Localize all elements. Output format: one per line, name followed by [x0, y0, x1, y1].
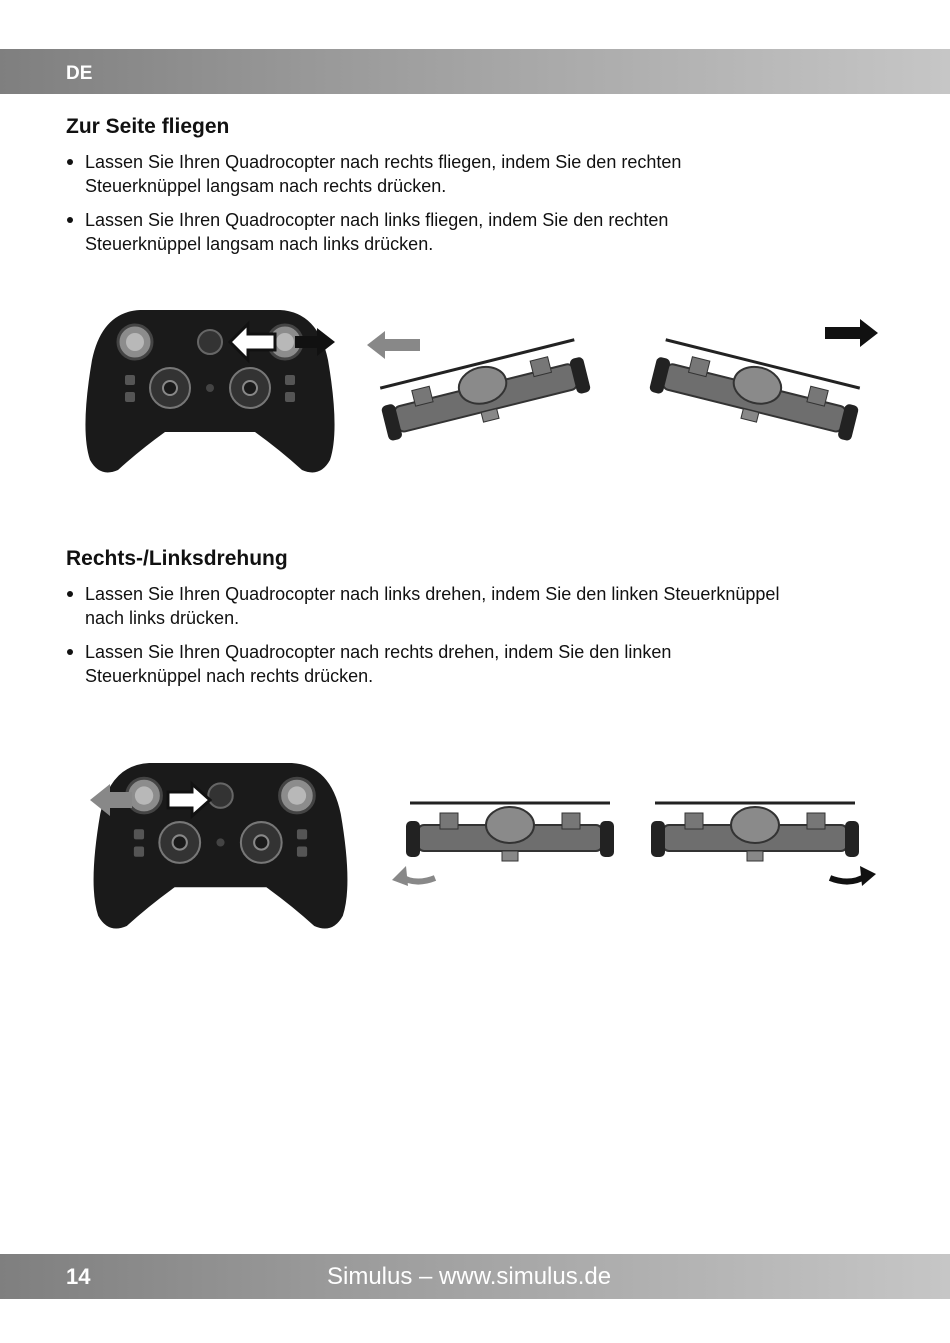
bullet-list-rotation — [66, 582, 786, 698]
arrow-left-icon — [367, 331, 420, 359]
rotate-left-arrow-icon — [392, 866, 435, 886]
list-item: Lassen Sie Ihren Quadrocopter nach links fliegen, indem Sie den rechten Steuerknüppel langsam nach links drücken. — [66, 208, 786, 256]
header-band — [0, 49, 950, 94]
language-label: DE — [66, 63, 93, 84]
arrow-right-icon — [825, 319, 878, 347]
footer-band — [0, 1254, 950, 1299]
list-item: Lassen Sie Ihren Quadrocopter nach rechts fliegen, indem Sie den rechten Steuerknüppel langsam nach rechts drücken. — [66, 150, 786, 198]
bullet-list-side-flight — [66, 150, 786, 266]
controller-illustration — [88, 752, 353, 937]
drone-rotate-right-illustration — [640, 790, 880, 900]
rotate-right-arrow-icon — [830, 866, 876, 886]
section-title-rotation: Rechts-/Linksdrehung — [66, 547, 288, 570]
footer-website: Simulus – www.simulus.de — [327, 1263, 612, 1290]
section-title-side-flight: Zur Seite fliegen — [66, 115, 230, 138]
drone-rotate-left-illustration — [390, 790, 630, 900]
drone-tilt-right-illustration — [640, 315, 880, 465]
list-item: Lassen Sie Ihren Quadrocopter nach links drehen, indem Sie den linken Steuerknüppel nach links drücken. — [66, 582, 786, 630]
page-number: 14 — [66, 1264, 91, 1289]
list-item: Lassen Sie Ihren Quadrocopter nach rechts drehen, indem Sie den linken Steuerknüppel nach rechts drücken. — [66, 640, 786, 688]
controller-illustration — [80, 300, 340, 480]
drone-tilt-left-illustration — [365, 315, 595, 465]
